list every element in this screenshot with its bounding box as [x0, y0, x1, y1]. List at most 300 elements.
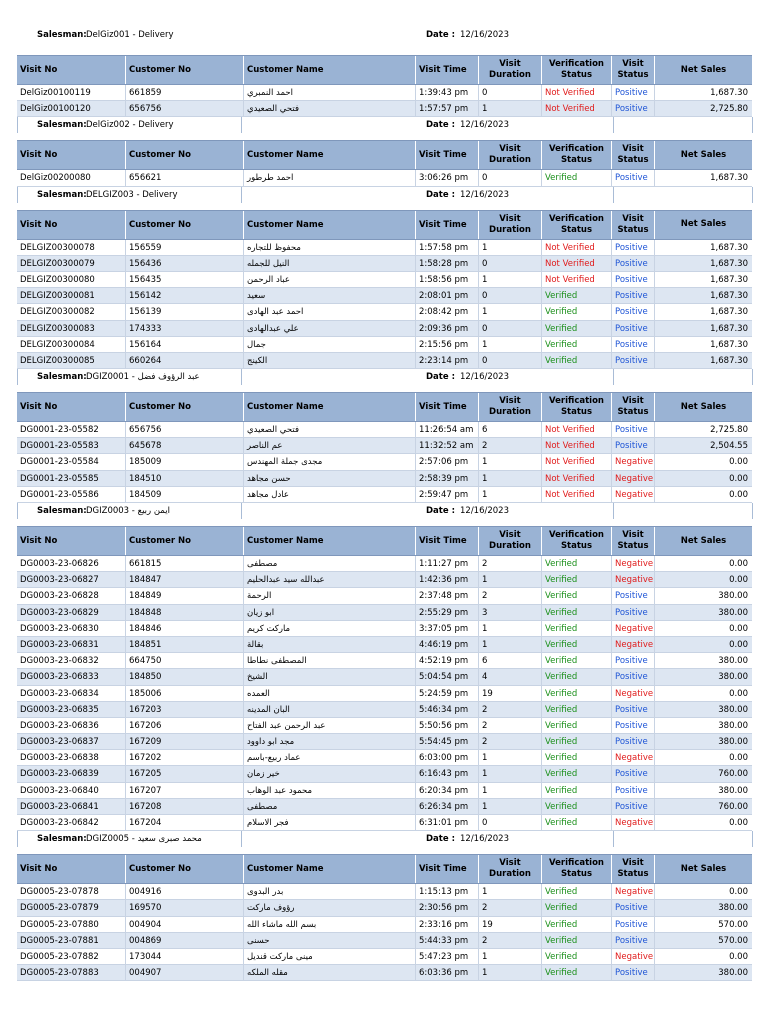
cell-visit-no: DG0005-23-07879: [20, 903, 99, 914]
cell-visit-duration: 2: [478, 556, 541, 571]
table-header: [17, 392, 752, 422]
cell-customer-name: احمد طرطور: [243, 170, 415, 185]
cell-visit-time: 2:58:39 pm: [415, 471, 478, 486]
cell-visit-status: Negative: [611, 884, 654, 899]
cell-customer-name: ماركت كريم: [243, 621, 415, 636]
cell-customer-name: فتحي الصعيدي: [243, 422, 415, 437]
header-net-sales: Net Sales: [654, 855, 752, 883]
cell-visit-status: Positive: [611, 917, 654, 932]
cell-visit-duration: 1: [478, 884, 541, 899]
cell-visit-status: Negative: [611, 454, 654, 469]
table-row: [17, 605, 752, 621]
divider: [241, 503, 242, 519]
header-visit-duration: Visit Duration: [478, 56, 541, 84]
cell-visit-duration: 1: [478, 272, 541, 287]
cell-verification-status: Verified: [541, 718, 611, 733]
cell-verification-status: Verified: [541, 965, 611, 980]
cell-visit-status: Negative: [611, 487, 654, 502]
cell-verification-status: Verified: [541, 702, 611, 717]
cell-net-sales: 0.00: [654, 621, 752, 636]
header-verification-status: Verification Status: [541, 393, 611, 421]
section-gap: [0, 203, 768, 210]
cell-customer-no: 184847: [125, 572, 243, 587]
salesman-label: Salesman:: [37, 30, 87, 40]
cell-verification-status: Not Verified: [541, 272, 611, 287]
table-row: [17, 750, 752, 766]
cell-net-sales: 380.00: [654, 900, 752, 915]
cell-visit-time: 4:52:19 pm: [415, 653, 478, 668]
cell-visit-duration: 6: [478, 653, 541, 668]
cell-visit-duration: 1: [478, 487, 541, 502]
cell-visit-duration: 0: [478, 256, 541, 271]
cell-visit-time: 1:11:27 pm: [415, 556, 478, 571]
table-row: [17, 438, 752, 454]
cell-customer-name: العمده: [243, 686, 415, 701]
cell-visit-duration: 19: [478, 686, 541, 701]
table-row: [17, 572, 752, 588]
cell-customer-name: حسن مجاهد: [243, 471, 415, 486]
cell-verification-status: Not Verified: [541, 487, 611, 502]
header-customer-name: Customer Name: [243, 527, 415, 555]
divider: [752, 831, 753, 847]
cell-customer-no: 661815: [125, 556, 243, 571]
cell-visit-no: DELGIZ00300084: [20, 339, 95, 350]
divider: [17, 831, 18, 847]
table-row: [17, 965, 752, 981]
header-visit-status: Visit Status: [611, 56, 654, 84]
header-visit-time: Visit Time: [415, 393, 478, 421]
header-visit-status: Visit Status: [611, 141, 654, 169]
header-visit-time: Visit Time: [415, 211, 478, 239]
cell-net-sales: 0.00: [654, 686, 752, 701]
cell-net-sales: 380.00: [654, 588, 752, 603]
table-row: [17, 637, 752, 653]
cell-visit-status: Positive: [611, 422, 654, 437]
cell-verification-status: Verified: [541, 900, 611, 915]
cell-visit-status: Positive: [611, 353, 654, 368]
cell-verification-status: Not Verified: [541, 240, 611, 255]
cell-visit-no: DelGiz00200080: [20, 173, 91, 184]
cell-customer-name: علي عبدالهادى: [243, 321, 415, 336]
cell-customer-name: بدر البدوى: [243, 884, 415, 899]
cell-verification-status: Not Verified: [541, 101, 611, 116]
cell-visit-duration: 1: [478, 337, 541, 352]
header-visit-status: Visit Status: [611, 855, 654, 883]
cell-net-sales: 0.00: [654, 556, 752, 571]
cell-customer-no: 004869: [125, 933, 243, 948]
cell-visit-duration: 1: [478, 637, 541, 652]
cell-customer-name: البان المدينه: [243, 702, 415, 717]
cell-visit-no: DG0003-23-06828: [20, 591, 99, 602]
cell-visit-time: 5:04:54 pm: [415, 669, 478, 684]
table-row: [17, 933, 752, 949]
cell-verification-status: Verified: [541, 799, 611, 814]
table-row: [17, 669, 752, 685]
cell-visit-no: DG0003-23-06829: [20, 607, 99, 618]
cell-visit-no: DELGIZ00300083: [20, 323, 95, 334]
cell-visit-status: Positive: [611, 321, 654, 336]
table-row: [17, 588, 752, 604]
cell-visit-time: 2:08:01 pm: [415, 288, 478, 303]
cell-customer-no: 185006: [125, 686, 243, 701]
cell-customer-name: مصطفى: [243, 799, 415, 814]
table-header: [17, 140, 752, 170]
cell-visit-status: Positive: [611, 900, 654, 915]
cell-visit-status: Positive: [611, 799, 654, 814]
cell-visit-time: 5:24:59 pm: [415, 686, 478, 701]
cell-net-sales: 0.00: [654, 949, 752, 964]
cell-visit-status: Negative: [611, 572, 654, 587]
cell-visit-no: DELGIZ00300080: [20, 274, 95, 285]
cell-net-sales: 2,504.55: [654, 438, 752, 453]
cell-visit-duration: 1: [478, 454, 541, 469]
cell-net-sales: 0.00: [654, 884, 752, 899]
cell-visit-status: Positive: [611, 288, 654, 303]
divider: [613, 503, 614, 519]
cell-customer-no: 004907: [125, 965, 243, 980]
cell-customer-no: 184850: [125, 669, 243, 684]
cell-visit-time: 2:33:16 pm: [415, 917, 478, 932]
table-row: [17, 487, 752, 503]
cell-visit-status: Positive: [611, 170, 654, 185]
cell-customer-no: 184846: [125, 621, 243, 636]
cell-customer-no: 169570: [125, 900, 243, 915]
cell-customer-name: عم الناصر: [243, 438, 415, 453]
cell-visit-duration: 1: [478, 750, 541, 765]
cell-visit-status: Positive: [611, 734, 654, 749]
cell-visit-time: 6:31:01 pm: [415, 815, 478, 830]
salesman-label: Salesman:: [37, 120, 87, 131]
cell-verification-status: Verified: [541, 884, 611, 899]
cell-visit-time: 1:15:13 pm: [415, 884, 478, 899]
divider: [241, 117, 242, 133]
table-row: [17, 884, 752, 900]
cell-visit-status: Positive: [611, 783, 654, 798]
header-verification-status: Verification Status: [541, 527, 611, 555]
cell-visit-time: 6:16:43 pm: [415, 766, 478, 781]
cell-visit-duration: 1: [478, 471, 541, 486]
cell-visit-status: Negative: [611, 686, 654, 701]
cell-customer-no: 656756: [125, 422, 243, 437]
date-label: Date :: [426, 506, 455, 516]
cell-visit-duration: 2: [478, 734, 541, 749]
date-label: Date :: [426, 372, 455, 383]
cell-visit-no: DG0003-23-06841: [20, 801, 99, 812]
cell-verification-status: Verified: [541, 605, 611, 620]
cell-visit-no: DG0001-23-05586: [20, 489, 99, 500]
table-row: [17, 170, 752, 186]
cell-customer-name: رؤوف ماركت: [243, 900, 415, 915]
table-header: [17, 210, 752, 240]
cell-customer-no: 156559: [125, 240, 243, 255]
cell-customer-no: 156164: [125, 337, 243, 352]
cell-visit-time: 6:26:34 pm: [415, 799, 478, 814]
cell-customer-no: 156435: [125, 272, 243, 287]
cell-customer-name: خير زمان: [243, 766, 415, 781]
salesman-line: [0, 187, 768, 203]
date-value: 12/16/2023: [460, 506, 509, 516]
cell-customer-name: ابو زيان: [243, 605, 415, 620]
date-value: 12/16/2023: [460, 834, 509, 845]
cell-verification-status: Not Verified: [541, 454, 611, 469]
cell-visit-status: Positive: [611, 438, 654, 453]
cell-verification-status: Not Verified: [541, 438, 611, 453]
cell-visit-no: DG0005-23-07882: [20, 951, 99, 962]
date-label: Date :: [426, 189, 455, 200]
cell-visit-status: Positive: [611, 933, 654, 948]
cell-visit-no: DG0005-23-07883: [20, 968, 99, 979]
cell-customer-no: 167203: [125, 702, 243, 717]
cell-visit-no: DelGiz00100120: [20, 104, 91, 115]
table-header: [17, 55, 752, 85]
cell-visit-no: DelGiz00100119: [20, 88, 91, 98]
cell-customer-no: 173044: [125, 949, 243, 964]
cell-visit-no: DELGIZ00300082: [20, 307, 95, 318]
table-row: [17, 101, 752, 117]
cell-visit-time: 1:58:56 pm: [415, 272, 478, 287]
header-visit-status: Visit Status: [611, 527, 654, 555]
divider: [613, 187, 614, 203]
salesman-label: Salesman:: [37, 189, 87, 200]
cell-visit-duration: 0: [478, 85, 541, 100]
date-label: Date :: [426, 834, 455, 845]
divider: [17, 117, 18, 133]
header-net-sales: Net Sales: [654, 211, 752, 239]
cell-customer-no: 185009: [125, 454, 243, 469]
header-net-sales: Net Sales: [654, 527, 752, 555]
cell-customer-no: 167209: [125, 734, 243, 749]
cell-customer-name: احمد عبد الهادى: [243, 304, 415, 319]
cell-customer-name: الرحمة: [243, 588, 415, 603]
header-visit-no: Visit No: [20, 536, 58, 546]
cell-visit-status: Positive: [611, 766, 654, 781]
cell-customer-no: 660264: [125, 353, 243, 368]
cell-visit-no: DG0003-23-06826: [20, 559, 99, 569]
divider: [17, 503, 18, 519]
cell-customer-no: 156142: [125, 288, 243, 303]
cell-customer-no: 156139: [125, 304, 243, 319]
cell-visit-no: DELGIZ00300085: [20, 355, 95, 366]
cell-net-sales: 1,687.30: [654, 321, 752, 336]
date-value: 12/16/2023: [460, 30, 509, 40]
header-visit-time: Visit Time: [415, 527, 478, 555]
cell-net-sales: 1,687.30: [654, 272, 752, 287]
cell-visit-no: DG0003-23-06830: [20, 623, 99, 634]
header-customer-no: Customer No: [125, 527, 243, 555]
cell-net-sales: 570.00: [654, 933, 752, 948]
header-net-sales: Net Sales: [654, 393, 752, 421]
cell-verification-status: Verified: [541, 170, 611, 185]
table-row: [17, 900, 752, 916]
salesman-label: Salesman:: [37, 506, 87, 516]
cell-customer-name: سعيد: [243, 288, 415, 303]
date-value: 12/16/2023: [460, 120, 509, 131]
header-verification-status: Verification Status: [541, 56, 611, 84]
cell-visit-no: DG0003-23-06831: [20, 639, 99, 650]
header-visit-status: Visit Status: [611, 211, 654, 239]
cell-visit-duration: 2: [478, 438, 541, 453]
cell-customer-name: فتحي الصعيدي: [243, 101, 415, 116]
divider: [17, 369, 18, 385]
cell-customer-name: مينى ماركت قنديل: [243, 949, 415, 964]
cell-visit-duration: 6: [478, 422, 541, 437]
header-customer-no: Customer No: [125, 141, 243, 169]
header-visit-no: Visit No: [20, 150, 58, 161]
cell-visit-status: Positive: [611, 653, 654, 668]
table-row: [17, 556, 752, 572]
cell-visit-duration: 1: [478, 766, 541, 781]
table-row: [17, 799, 752, 815]
cell-customer-no: 167206: [125, 718, 243, 733]
header-visit-time: Visit Time: [415, 141, 478, 169]
cell-verification-status: Verified: [541, 588, 611, 603]
header-visit-duration: Visit Duration: [478, 141, 541, 169]
header-visit-duration: Visit Duration: [478, 211, 541, 239]
header-customer-no: Customer No: [125, 855, 243, 883]
header-visit-no: Visit No: [20, 219, 58, 230]
table-header: [17, 854, 752, 884]
cell-net-sales: 380.00: [654, 718, 752, 733]
salesman-value: DelGiz002 - Delivery: [86, 120, 174, 131]
cell-visit-duration: 1: [478, 965, 541, 980]
cell-visit-time: 11:32:52 am: [415, 438, 478, 453]
header-customer-name: Customer Name: [243, 855, 415, 883]
table-row: [17, 815, 752, 831]
cell-visit-duration: 1: [478, 799, 541, 814]
cell-visit-status: Negative: [611, 637, 654, 652]
divider: [752, 503, 753, 519]
cell-customer-no: 656621: [125, 170, 243, 185]
salesman-line: [0, 27, 768, 43]
cell-visit-no: DG0005-23-07880: [20, 919, 99, 930]
table-row: [17, 653, 752, 669]
cell-visit-no: DG0003-23-06835: [20, 704, 99, 715]
cell-net-sales: 380.00: [654, 605, 752, 620]
cell-verification-status: Verified: [541, 653, 611, 668]
section-gap: [0, 133, 768, 140]
cell-visit-status: Positive: [611, 240, 654, 255]
header-verification-status: Verification Status: [541, 141, 611, 169]
header-visit-no: Visit No: [20, 864, 58, 875]
divider: [613, 831, 614, 847]
cell-net-sales: 380.00: [654, 965, 752, 980]
cell-verification-status: Not Verified: [541, 85, 611, 100]
cell-visit-status: Positive: [611, 304, 654, 319]
cell-customer-no: 004904: [125, 917, 243, 932]
cell-visit-time: 11:26:54 am: [415, 422, 478, 437]
table-row: [17, 353, 752, 369]
cell-visit-time: 2:55:29 pm: [415, 605, 478, 620]
salesman-value: DelGiz001 - Delivery: [86, 30, 174, 40]
cell-net-sales: 1,687.30: [654, 304, 752, 319]
cell-visit-time: 2:57:06 pm: [415, 454, 478, 469]
table-row: [17, 766, 752, 782]
divider: [752, 187, 753, 203]
cell-visit-status: Positive: [611, 337, 654, 352]
header-customer-no: Customer No: [125, 211, 243, 239]
cell-visit-no: DG0001-23-05584: [20, 457, 99, 468]
cell-customer-no: 645678: [125, 438, 243, 453]
cell-visit-duration: 0: [478, 353, 541, 368]
cell-visit-time: 3:06:26 pm: [415, 170, 478, 185]
cell-visit-time: 1:57:57 pm: [415, 101, 478, 116]
cell-customer-name: فجر الاسلام: [243, 815, 415, 830]
cell-visit-duration: 2: [478, 718, 541, 733]
cell-customer-name: احمد النمبري: [243, 85, 415, 100]
cell-verification-status: Verified: [541, 572, 611, 587]
header-customer-name: Customer Name: [243, 211, 415, 239]
cell-visit-time: 2:08:42 pm: [415, 304, 478, 319]
cell-customer-no: 167204: [125, 815, 243, 830]
cell-verification-status: Verified: [541, 337, 611, 352]
cell-verification-status: Verified: [541, 783, 611, 798]
cell-customer-no: 004916: [125, 884, 243, 899]
cell-customer-no: 156436: [125, 256, 243, 271]
section-gap: [0, 519, 768, 526]
cell-customer-name: النيل للجمله: [243, 256, 415, 271]
cell-visit-time: 1:42:36 pm: [415, 572, 478, 587]
cell-visit-no: DG0003-23-06842: [20, 818, 99, 828]
cell-verification-status: Verified: [541, 321, 611, 336]
cell-visit-no: DG0005-23-07881: [20, 935, 99, 946]
cell-visit-status: Negative: [611, 815, 654, 830]
cell-verification-status: Verified: [541, 353, 611, 368]
cell-visit-duration: 19: [478, 917, 541, 932]
cell-visit-time: 6:20:34 pm: [415, 783, 478, 798]
header-visit-duration: Visit Duration: [478, 393, 541, 421]
cell-visit-status: Negative: [611, 949, 654, 964]
header-visit-time: Visit Time: [415, 56, 478, 84]
cell-customer-name: مجدى جملة المهندس: [243, 454, 415, 469]
header-visit-time: Visit Time: [415, 855, 478, 883]
salesman-value: DGIZ0003 - ايمن ربيع: [86, 506, 170, 516]
table-row: [17, 454, 752, 470]
cell-visit-duration: 3: [478, 605, 541, 620]
header-verification-status: Verification Status: [541, 211, 611, 239]
cell-visit-duration: 1: [478, 101, 541, 116]
cell-net-sales: 570.00: [654, 917, 752, 932]
divider: [241, 831, 242, 847]
cell-customer-no: 184510: [125, 471, 243, 486]
cell-visit-time: 4:46:19 pm: [415, 637, 478, 652]
header-visit-duration: Visit Duration: [478, 855, 541, 883]
cell-visit-no: DG0005-23-07878: [20, 887, 99, 898]
cell-customer-name: عادل مجاهد: [243, 487, 415, 502]
cell-customer-name: عبد الرحمن عبد الفتاح: [243, 718, 415, 733]
section-gap: [0, 847, 768, 854]
cell-net-sales: 1,687.30: [654, 240, 752, 255]
salesman-line: [0, 831, 768, 847]
cell-customer-no: 167207: [125, 783, 243, 798]
cell-visit-no: DG0003-23-06837: [20, 737, 99, 748]
salesman-value: DGIZ0001 - عبد الرؤوف فضل: [86, 372, 200, 383]
cell-verification-status: Verified: [541, 933, 611, 948]
cell-verification-status: Not Verified: [541, 471, 611, 486]
cell-customer-no: 661859: [125, 85, 243, 100]
header-net-sales: Net Sales: [654, 141, 752, 169]
divider: [752, 117, 753, 133]
salesman-line: [0, 503, 768, 519]
cell-net-sales: 1,687.30: [654, 288, 752, 303]
cell-visit-status: Positive: [611, 101, 654, 116]
cell-net-sales: 0.00: [654, 637, 752, 652]
cell-net-sales: 1,687.30: [654, 353, 752, 368]
cell-visit-status: Positive: [611, 85, 654, 100]
cell-visit-time: 6:03:36 pm: [415, 965, 478, 980]
cell-verification-status: Verified: [541, 621, 611, 636]
table-row: [17, 272, 752, 288]
cell-net-sales: 2,725.80: [654, 422, 752, 437]
